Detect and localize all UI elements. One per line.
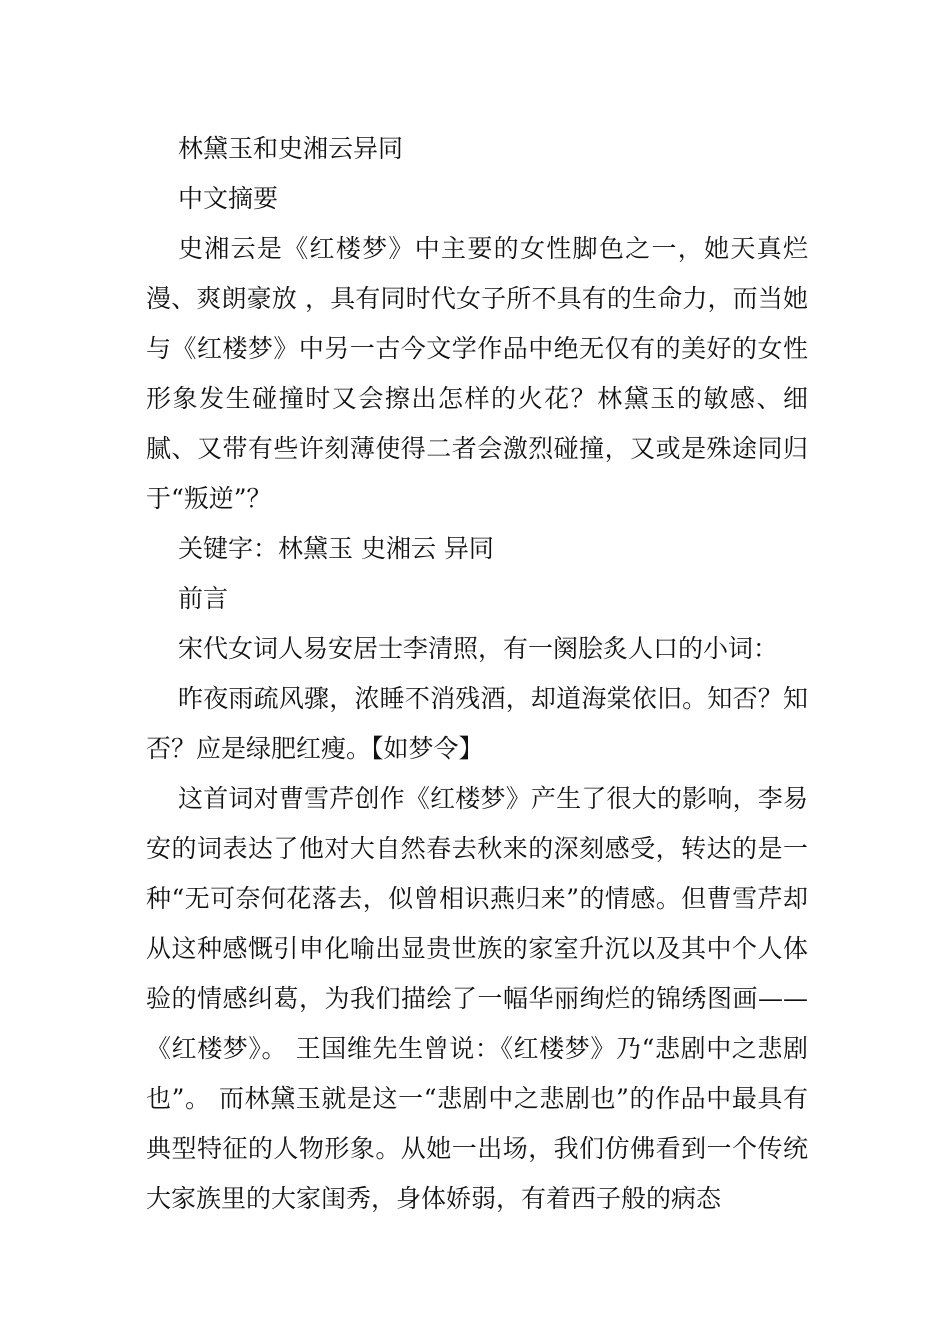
preface-paragraph-2: 昨夜雨疏风骤，浓睡不消残酒，却道海棠依旧。知否？知否？应是绿肥红瘦。【如梦令】 [146, 684, 808, 763]
preface-heading: 前言 [178, 584, 229, 613]
preface-paragraph-3: 这首词对曹雪芹创作《红楼梦》产生了很大的影响，李易安的词表达了他对大自然春去秋来的深刻感受，转达的是一种“无可奈何花落去，似曾相识燕归来”的情感。但曹雪芹却从这种感慨引申化喻出显贵世族的家室升沉以及其中个人体验的情感纠葛，为我们描绘了一幅华丽绚烂的锦绣图画——《红楼梦》。 王国维先生曾说：《红楼梦》乃“悲剧中之悲剧也”。 而林黛玉就是这一“悲剧中之悲剧也”的作品中最具有典型特征的人物形象。从她一出场，我们仿佛看到一个传统大家族里的大家闺秀，身体娇弱，有着西子般的病态 [146, 784, 808, 1213]
preface-paragraph-1: 宋代女词人易安居士李清照，有一阕脍炙人口的小词： [178, 634, 779, 663]
document-title: 林黛玉和史湘云异同 [178, 134, 404, 163]
document-page [146, 124, 808, 1224]
abstract-paragraph: 史湘云是《红楼梦》中主要的女性脚色之一，她天真烂漫、爽朗豪放 ，具有同时代女子所不具有的生命力，而当她与《红楼梦》中另一古今文学作品中绝无仅有的美好的女性形象发生碰撞时又会擦出怎样的火花？林黛玉的敏感、细腻、又带有些许刻薄使得二者会激烈碰撞，又或是殊途同归于“叛逆”？ [146, 234, 808, 513]
abstract-heading: 中文摘要 [178, 184, 279, 213]
keywords-line: 关键字：林黛玉 史湘云 异同 [178, 534, 494, 563]
